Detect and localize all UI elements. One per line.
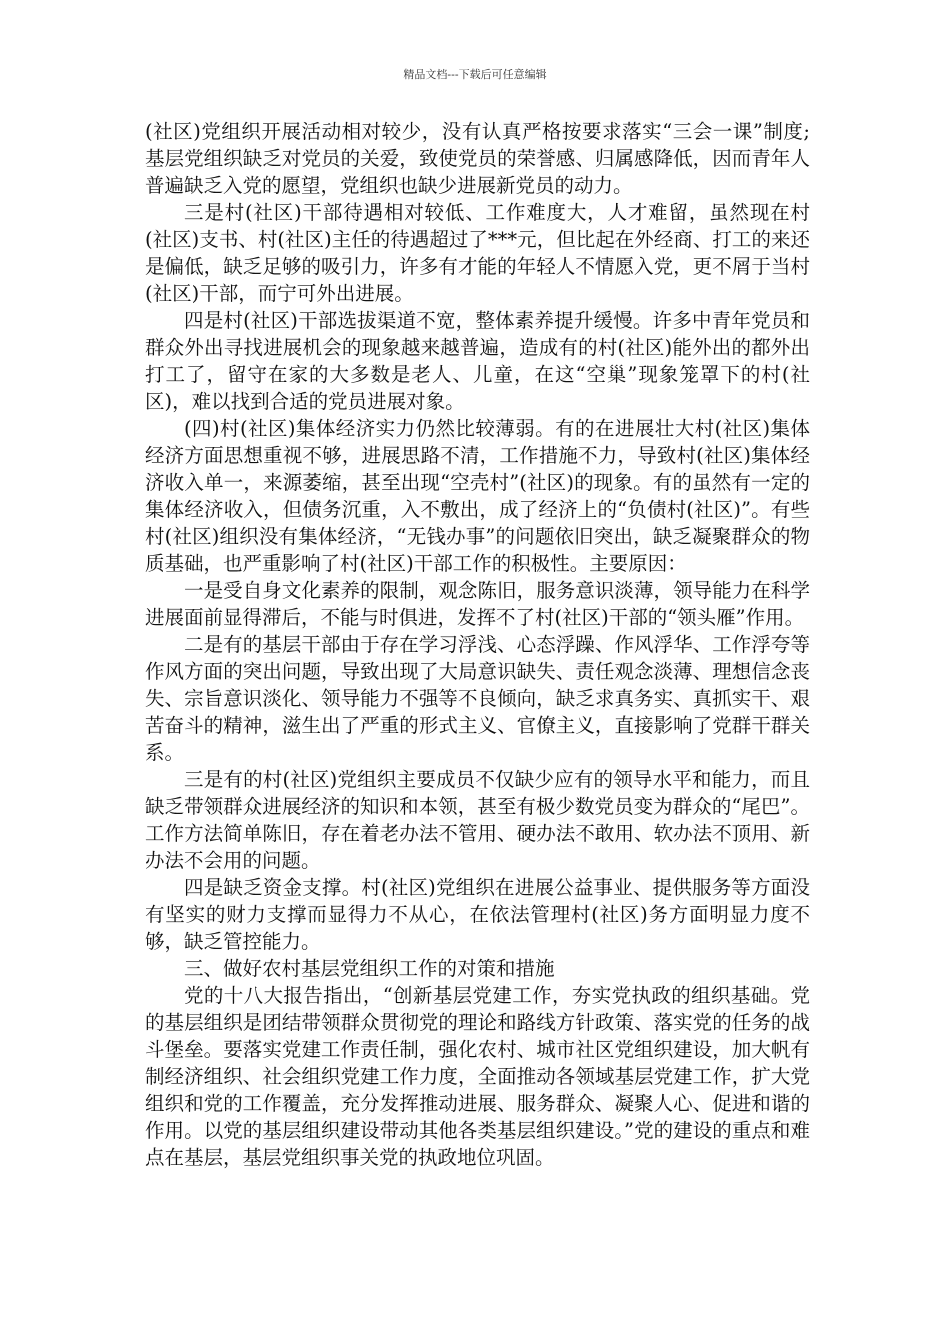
document-body — [145, 118, 810, 1171]
paragraph: 二是有的基层干部由于存在学习浮浅、心态浮躁、作风浮华、工作浮夸等作风方面的突出问题，导致出现了大局意识缺失、责任观念淡薄、理想信念丧失、宗旨意识淡化、领导能力不强等不良倾向，缺乏求真务实、真抓实干、艰苦奋斗的精神，滋生出了严重的形式主义、官僚主义，直接影响了党群干群关系。 — [145, 633, 810, 764]
paragraph: 三是有的村(社区)党组织主要成员不仅缺少应有的领导水平和能力，而且缺乏带领群众进展经济的知识和本领，甚至有极少数党员变为群众的“尾巴”。工作方法简单陈旧，存在着老办法不管用、硬办法不敢用、软办法不顶用、新办法不会用的问题。 — [145, 768, 810, 872]
paragraph: 四是缺乏资金支撑。村(社区)党组织在进展公益事业、提供服务等方面没有坚实的财力支撑而显得力不从心，在依法管理村(社区)务方面明显力度不够，缺乏管控能力。 — [145, 876, 810, 953]
paragraph: 一是受自身文化素养的限制，观念陈旧，服务意识淡薄，领导能力在科学进展面前显得滞后，不能与时俱进，发挥不了村(社区)干部的“领头雁”作用。 — [145, 579, 810, 629]
paragraph: (社区)党组织开展活动相对较少，没有认真严格按要求落实“三会一课”制度;基层党组织缺乏对党员的关爱，致使党员的荣誉感、归属感降低，因而青年人普遍缺乏入党的愿望，党组织也缺少进展新党员的动力。 — [145, 120, 810, 197]
paragraph: 三是村(社区)干部待遇相对较低、工作难度大，人才难留，虽然现在村(社区)支书、村(社区)主任的待遇超过了***元，但比起在外经商、打工的来还是偏低，缺乏足够的吸引力，许多有才能的年轻人不情愿入党，更不屑于当村(社区)干部，而宁可外出进展。 — [145, 201, 810, 305]
paragraph: 四是村(社区)干部选拔渠道不宽，整体素养提升缓慢。许多中青年党员和群众外出寻找进展机会的现象越来越普遍，造成有的村(社区)能外出的都外出打工了，留守在家的大多数是老人、儿童，在这“空巢”现象笼罩下的村(社区)，难以找到合适的党员进展对象。 — [145, 309, 810, 413]
page-header: 精品文档---下载后可任意编辑 — [403, 68, 547, 81]
paragraph: 党的十八大报告指出，“创新基层党建工作，夯实党执政的组织基础。党的基层组织是团结带领群众贯彻党的理论和路线方针政策、落实党的任务的战斗堡垒。要落实党建工作责任制，强化农村、城市社区党组织建设，加大帆有制经济组织、社会组织党建工作力度，全面推动各领域基层党建工作，扩大党组织和党的工作覆盖，充分发挥推动进展、服务群众、凝聚人心、促进和谐的作用。以党的基层组织建设带动其他各类基层组织建设。”党的建设的重点和难点在基层，基层党组织事关党的执政地位巩固。 — [145, 984, 810, 1169]
section-heading: 三、做好农村基层党组织工作的对策和措施 — [184, 957, 555, 980]
paragraph: (四)村(社区)集体经济实力仍然比较薄弱。有的在进展壮大村(社区)集体经济方面思想重视不够，进展思路不清，工作措施不力，导致村(社区)集体经济收入单一，来源萎缩，甚至出现“空壳村”(社区)的现象。有的虽然有一定的集体经济收入，但债务沉重，入不敷出，成了经济上的“负债村(社区)”。有些村(社区)组织没有集体经济，“无钱办事”的问题依旧突出，缺乏凝聚群众的物质基础，也严重影响了村(社区)干部工作的积极性。主要原因： — [145, 417, 810, 575]
